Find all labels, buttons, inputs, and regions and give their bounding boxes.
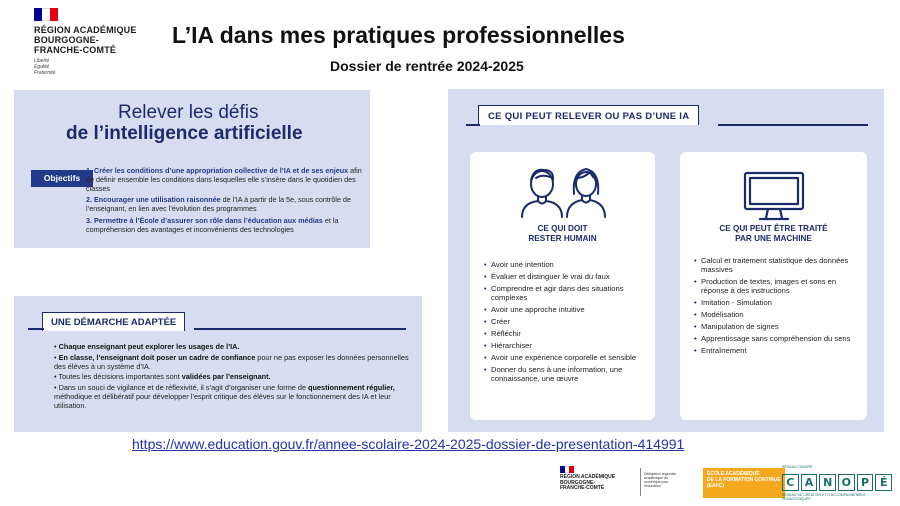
list-item: • Réfléchir (484, 329, 652, 338)
card-traite-machine (680, 152, 867, 420)
canope-letters (782, 474, 892, 491)
canope-logo (782, 465, 892, 501)
list-item: • Calcul et traitement statistique des données massives (694, 256, 864, 274)
list-item: • Avoir une approche intuitive (484, 305, 652, 314)
list-item: • Imitation - Simulation (694, 298, 864, 307)
eafc-line: (EAFC) (707, 483, 724, 489)
motto-liberte: Liberté (34, 58, 50, 64)
footer-drane-text: Délégation régionale académique au numérique pour l’éducation (644, 472, 677, 488)
logo-line-2: BOURGOGNE- (34, 35, 99, 45)
list-item: • Avoir une intention (484, 260, 652, 269)
heading-rule-right (718, 124, 868, 126)
footer-separator (640, 468, 641, 496)
panel-demarche-adaptee (14, 296, 422, 432)
defis-title-line2: de l’intelligence artificielle (66, 123, 303, 144)
list-item: • Comprendre et agir dans des situations complexes (484, 284, 652, 302)
heading-rule-left (466, 124, 480, 126)
list-item: • Apprentissage sans compréhension du sens (694, 334, 864, 343)
list-item: • Production de textes, images et sons en réponse à des instructions (694, 277, 864, 295)
objectifs-badge: Objectifs (31, 170, 93, 187)
objectifs-list (86, 167, 366, 238)
demarche-list (54, 342, 414, 411)
human-list (484, 260, 652, 386)
machine-list (694, 256, 864, 358)
list-item: • Hiérarchiser (484, 341, 652, 350)
slide-subtitle: Dossier de rentrée 2024-2025 (330, 58, 524, 74)
footer-region-logo (560, 466, 636, 492)
demarche-item: • Chaque enseignant peut explorer les usages de l’IA. (54, 342, 240, 351)
canope-letter: A (801, 474, 818, 491)
list-item: • Manipulation de signes (694, 322, 864, 331)
humans-icon (514, 164, 614, 218)
panel-relever-ia (448, 89, 884, 432)
canope-letter: N (819, 474, 836, 491)
heading-rule-right (194, 328, 406, 330)
demarche-heading: UNE DÉMARCHE ADAPTÉE (42, 312, 185, 331)
human-card-title: CE QUI DOIT RESTER HUMAIN (528, 224, 597, 243)
canope-letter: C (782, 474, 799, 491)
footer-region-line: RÉGION ACADÉMIQUE (560, 474, 616, 480)
objectif-item: 1. Créer les conditions d’une appropriation collective de l’IA et de ses enjeux afin de définir ensemble les conditions dans lesquelles elle s’insère dans le quotidien des classes (86, 166, 362, 193)
canope-letter: P (857, 474, 874, 491)
motto-egalite: Égalité (34, 64, 50, 70)
eafc-line: ÉCOLE ACADÉMIQUE (707, 471, 760, 477)
french-flag-icon (34, 8, 58, 21)
demarche-item: • Dans un souci de vigilance et de réflexivité, il s’agit d’organiser une forme de questionnement régulier, méthodique et délibératif pour développer l’esprit critique des élèves sur le fonctionnement des IA et leur utilisation. (54, 382, 395, 410)
slide-title: L’IA dans mes pratiques professionnelles (172, 22, 625, 48)
region-academique-logo (34, 8, 154, 76)
canope-letter: O (838, 474, 855, 491)
motto-fraternite: Fraternité (34, 70, 56, 76)
list-item: • Entraînement (694, 346, 864, 355)
eafc-logo (703, 468, 785, 498)
machine-card-title: CE QUI PEUT ÊTRE TRAITÉ PAR UNE MACHINE (719, 224, 828, 243)
card-rester-humain (470, 152, 655, 420)
objectif-item: 3. Permettre à l’École d’assurer son rôle dans l’éducation aux médias et la compréhension des avantages et inconvénients des technologies (86, 215, 339, 234)
list-item: • Créer (484, 317, 652, 326)
demarche-item: • En classe, l’enseignant doit poser un cadre de confiance pour ne pas exposer les données personnelles des élèves à un système d’IA. (54, 352, 409, 371)
canope-letter: É (875, 474, 892, 491)
logo-line-1: RÉGION ACADÉMIQUE (34, 25, 137, 35)
source-link[interactable]: https://www.education.gouv.fr/annee-scolaire-2024-2025-dossier-de-presentation-414991 (132, 436, 685, 452)
objectif-item: 2. Encourager une utilisation raisonnée de l’IA à partir de la 5e, sous contrôle de l’enseignant, en lien avec l’évolution des programmes (86, 195, 351, 214)
demarche-item: • Toutes les décisions importantes sont validées par l’enseignant. (54, 372, 271, 381)
computer-icon (742, 170, 806, 222)
canope-top: RÉSEAU CANOPÉ (782, 465, 813, 469)
panel-relever-defis (14, 90, 370, 248)
heading-rule-left (28, 328, 44, 330)
list-item: • Évaluer et distinguer le vrai du faux (484, 272, 652, 281)
list-item: • Avoir une expérience corporelle et sensible (484, 353, 652, 362)
logo-line-3: FRANCHE-COMTÉ (34, 45, 117, 55)
footer-region-line: FRANCHE-COMTÉ (560, 485, 605, 491)
defis-title-line1: Relever les défis (118, 102, 259, 123)
list-item: • Donner du sens à une information, une connaissance, une œuvre (484, 365, 652, 383)
eafc-line: DE LA FORMATION CONTINUE (707, 477, 781, 483)
footer-region-line: BOURGOGNE- (560, 479, 595, 486)
canope-bottom: RÉSEAU DE CRÉATION ET D’ACCOMPAGNEMENT PÉDAGOGIQUES (782, 493, 866, 501)
relever-ia-heading: CE QUI PEUT RELEVER OU PAS D’UNE IA (478, 105, 699, 125)
french-flag-icon (560, 466, 574, 473)
list-item: • Modélisation (694, 310, 864, 319)
